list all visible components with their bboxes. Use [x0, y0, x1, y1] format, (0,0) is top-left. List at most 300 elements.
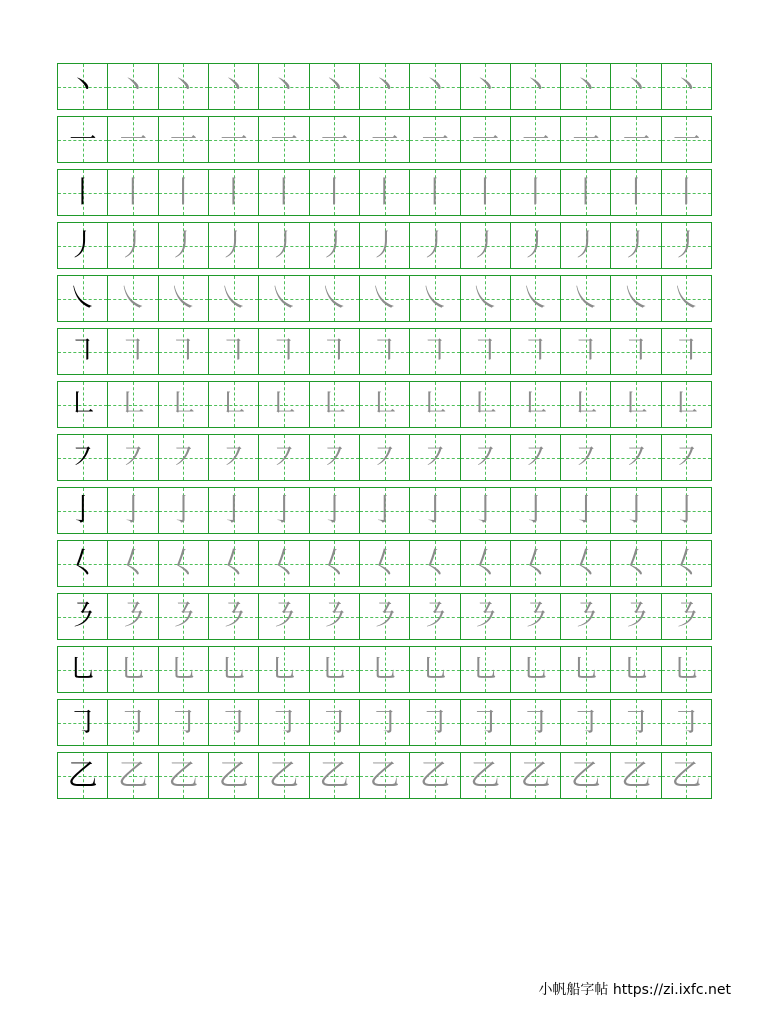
trace-cell	[108, 488, 158, 533]
practice-row	[57, 487, 712, 534]
trace-cell	[611, 64, 661, 109]
trace-stroke: ㇆	[268, 704, 299, 740]
trace-stroke: ㇏	[117, 280, 148, 316]
trace-cell	[410, 170, 460, 215]
trace-stroke: 丨	[671, 174, 702, 210]
trace-stroke: 乙	[218, 757, 249, 793]
trace-cell	[159, 753, 209, 798]
trace-stroke: ㇗	[470, 386, 501, 422]
trace-cell	[360, 117, 410, 162]
trace-cell	[360, 541, 410, 586]
model-cell	[58, 435, 108, 480]
trace-cell	[461, 647, 511, 692]
trace-stroke: ㇇	[369, 439, 400, 475]
trace-cell	[209, 541, 259, 586]
trace-cell	[360, 329, 410, 374]
trace-cell	[561, 647, 611, 692]
trace-cell	[259, 594, 309, 639]
trace-stroke: ㇆	[168, 704, 199, 740]
trace-cell	[259, 753, 309, 798]
trace-cell	[209, 594, 259, 639]
trace-stroke: ㇆	[319, 704, 350, 740]
model-stroke: 乙	[67, 757, 98, 793]
trace-cell	[511, 223, 561, 268]
trace-stroke: ㇆	[520, 704, 551, 740]
practice-row	[57, 381, 712, 428]
trace-cell	[209, 382, 259, 427]
trace-stroke: 乙	[570, 757, 601, 793]
trace-stroke: 乙	[117, 757, 148, 793]
trace-cell	[159, 647, 209, 692]
trace-cell	[410, 276, 460, 321]
trace-cell	[662, 223, 711, 268]
trace-stroke: ㇗	[520, 386, 551, 422]
trace-cell	[511, 647, 561, 692]
trace-cell	[360, 382, 410, 427]
practice-row	[57, 593, 712, 640]
trace-stroke: 乙	[520, 757, 551, 793]
trace-stroke: 乙	[671, 757, 702, 793]
trace-cell	[662, 541, 711, 586]
trace-cell	[159, 382, 209, 427]
trace-stroke: 丶	[470, 68, 501, 104]
trace-stroke: ㇆	[369, 704, 400, 740]
trace-cell	[461, 117, 511, 162]
trace-stroke: ㇋	[520, 598, 551, 634]
trace-stroke: ㇗	[369, 386, 400, 422]
trace-cell	[259, 488, 309, 533]
trace-cell	[461, 223, 511, 268]
trace-cell	[360, 753, 410, 798]
trace-cell	[511, 541, 561, 586]
model-stroke: 亅	[67, 492, 98, 528]
trace-cell	[159, 594, 209, 639]
model-stroke: ㇗	[67, 386, 98, 422]
trace-cell	[108, 223, 158, 268]
trace-stroke: ㇗	[319, 386, 350, 422]
model-cell	[58, 488, 108, 533]
trace-cell	[461, 541, 511, 586]
trace-cell	[310, 594, 360, 639]
trace-stroke: 亅	[168, 492, 199, 528]
trace-stroke: ㇐	[117, 121, 148, 157]
trace-stroke: 丶	[671, 68, 702, 104]
trace-stroke: ㇟	[570, 651, 601, 687]
trace-cell	[108, 64, 158, 109]
trace-stroke: 丨	[218, 174, 249, 210]
trace-stroke: ㇋	[671, 598, 702, 634]
trace-cell	[259, 276, 309, 321]
model-cell	[58, 276, 108, 321]
trace-cell	[410, 488, 460, 533]
trace-stroke: ㇇	[168, 439, 199, 475]
trace-stroke: ㇐	[570, 121, 601, 157]
trace-stroke: ㇟	[419, 651, 450, 687]
trace-cell	[159, 276, 209, 321]
trace-stroke: 丶	[621, 68, 652, 104]
trace-stroke: 亅	[268, 492, 299, 528]
model-cell	[58, 170, 108, 215]
trace-cell	[108, 594, 158, 639]
trace-stroke: ㇋	[218, 598, 249, 634]
trace-cell	[461, 594, 511, 639]
trace-stroke: ㇇	[520, 439, 551, 475]
trace-cell	[662, 435, 711, 480]
trace-cell	[511, 276, 561, 321]
trace-cell	[259, 223, 309, 268]
trace-cell	[209, 700, 259, 745]
trace-stroke: ㇕	[168, 333, 199, 369]
trace-stroke: ㇋	[369, 598, 400, 634]
trace-stroke: 𡿨	[621, 545, 652, 581]
trace-stroke: ㇆	[419, 704, 450, 740]
trace-cell	[108, 117, 158, 162]
trace-cell	[662, 382, 711, 427]
model-cell	[58, 594, 108, 639]
trace-cell	[561, 170, 611, 215]
trace-stroke: ㇟	[520, 651, 551, 687]
model-stroke: ㇐	[67, 121, 98, 157]
trace-stroke: ㇕	[520, 333, 551, 369]
trace-cell	[611, 223, 661, 268]
trace-stroke: 丨	[319, 174, 350, 210]
trace-cell	[159, 435, 209, 480]
trace-cell	[561, 541, 611, 586]
trace-stroke: ㇇	[671, 439, 702, 475]
trace-stroke: ㇗	[268, 386, 299, 422]
trace-stroke: 亅	[319, 492, 350, 528]
trace-cell	[461, 329, 511, 374]
trace-stroke: 丶	[268, 68, 299, 104]
trace-stroke: ㇋	[117, 598, 148, 634]
trace-stroke: ㇐	[268, 121, 299, 157]
trace-stroke: ㇆	[671, 704, 702, 740]
trace-stroke: 丶	[520, 68, 551, 104]
trace-cell	[310, 435, 360, 480]
trace-cell	[662, 276, 711, 321]
trace-stroke: ㇕	[470, 333, 501, 369]
trace-stroke: 𡿨	[117, 545, 148, 581]
trace-stroke: 𡿨	[168, 545, 199, 581]
trace-stroke: 丨	[419, 174, 450, 210]
trace-cell	[410, 382, 460, 427]
trace-stroke: 丿	[419, 227, 450, 263]
trace-stroke: 丨	[268, 174, 299, 210]
practice-row	[57, 222, 712, 269]
trace-stroke: 丶	[570, 68, 601, 104]
model-cell	[58, 64, 108, 109]
trace-cell	[511, 435, 561, 480]
trace-stroke: 𡿨	[570, 545, 601, 581]
trace-cell	[410, 541, 460, 586]
trace-stroke: 亅	[419, 492, 450, 528]
trace-cell	[310, 541, 360, 586]
trace-stroke: 亅	[671, 492, 702, 528]
trace-stroke: ㇗	[671, 386, 702, 422]
trace-stroke: ㇇	[268, 439, 299, 475]
trace-cell	[159, 223, 209, 268]
trace-cell	[410, 594, 460, 639]
trace-cell	[209, 117, 259, 162]
trace-stroke: ㇇	[621, 439, 652, 475]
practice-row	[57, 63, 712, 110]
trace-cell	[611, 541, 661, 586]
trace-stroke: 丿	[470, 227, 501, 263]
trace-cell	[611, 647, 661, 692]
trace-cell	[310, 170, 360, 215]
trace-stroke: 丨	[621, 174, 652, 210]
model-stroke: ㇟	[67, 651, 98, 687]
model-cell	[58, 647, 108, 692]
trace-cell	[511, 64, 561, 109]
trace-stroke: ㇐	[621, 121, 652, 157]
trace-cell	[209, 64, 259, 109]
trace-stroke: 𡿨	[520, 545, 551, 581]
trace-stroke: ㇋	[319, 598, 350, 634]
trace-cell	[511, 753, 561, 798]
trace-cell	[410, 223, 460, 268]
trace-stroke: ㇐	[671, 121, 702, 157]
trace-stroke: 丶	[369, 68, 400, 104]
trace-stroke: ㇟	[671, 651, 702, 687]
trace-stroke: ㇐	[520, 121, 551, 157]
trace-stroke: ㇇	[319, 439, 350, 475]
trace-cell	[511, 700, 561, 745]
trace-cell	[662, 64, 711, 109]
trace-cell	[360, 647, 410, 692]
trace-cell	[561, 64, 611, 109]
trace-cell	[410, 329, 460, 374]
trace-cell	[561, 435, 611, 480]
trace-cell	[259, 117, 309, 162]
trace-stroke: 乙	[369, 757, 400, 793]
trace-stroke: 亅	[570, 492, 601, 528]
trace-stroke: 乙	[621, 757, 652, 793]
practice-row	[57, 116, 712, 163]
trace-cell	[410, 753, 460, 798]
practice-row	[57, 699, 712, 746]
trace-stroke: ㇆	[470, 704, 501, 740]
trace-stroke: 丿	[671, 227, 702, 263]
trace-cell	[511, 594, 561, 639]
trace-cell	[511, 382, 561, 427]
trace-stroke: ㇇	[117, 439, 148, 475]
trace-cell	[561, 276, 611, 321]
trace-cell	[662, 700, 711, 745]
practice-row	[57, 434, 712, 481]
trace-stroke: 丿	[117, 227, 148, 263]
trace-cell	[461, 700, 511, 745]
trace-stroke: ㇋	[168, 598, 199, 634]
trace-stroke: ㇕	[621, 333, 652, 369]
trace-stroke: ㇕	[268, 333, 299, 369]
trace-stroke: ㇕	[671, 333, 702, 369]
trace-cell	[511, 329, 561, 374]
trace-stroke: ㇇	[570, 439, 601, 475]
trace-cell	[461, 435, 511, 480]
trace-stroke: 丿	[218, 227, 249, 263]
trace-cell	[662, 488, 711, 533]
practice-row	[57, 169, 712, 216]
model-stroke: ㇏	[67, 280, 98, 316]
trace-stroke: 亅	[369, 492, 400, 528]
trace-cell	[410, 64, 460, 109]
trace-stroke: ㇟	[470, 651, 501, 687]
trace-stroke: ㇐	[419, 121, 450, 157]
trace-stroke: 𡿨	[218, 545, 249, 581]
trace-stroke: 丨	[570, 174, 601, 210]
trace-stroke: 丨	[168, 174, 199, 210]
trace-stroke: 亅	[470, 492, 501, 528]
trace-stroke: 𡿨	[369, 545, 400, 581]
practice-row	[57, 328, 712, 375]
trace-cell	[511, 117, 561, 162]
trace-cell	[159, 170, 209, 215]
model-stroke: ㇋	[67, 598, 98, 634]
trace-cell	[662, 117, 711, 162]
trace-cell	[360, 435, 410, 480]
trace-cell	[611, 170, 661, 215]
trace-stroke: 丨	[369, 174, 400, 210]
trace-cell	[511, 170, 561, 215]
trace-cell	[108, 753, 158, 798]
trace-stroke: 丿	[621, 227, 652, 263]
trace-cell	[662, 594, 711, 639]
trace-stroke: ㇟	[369, 651, 400, 687]
trace-cell	[561, 329, 611, 374]
trace-cell	[360, 594, 410, 639]
trace-cell	[360, 488, 410, 533]
trace-cell	[561, 382, 611, 427]
trace-stroke: ㇇	[218, 439, 249, 475]
trace-stroke: 𡿨	[470, 545, 501, 581]
trace-cell	[259, 64, 309, 109]
trace-cell	[561, 117, 611, 162]
trace-cell	[159, 541, 209, 586]
practice-row	[57, 752, 712, 799]
trace-cell	[360, 64, 410, 109]
model-cell	[58, 753, 108, 798]
trace-stroke: 丶	[117, 68, 148, 104]
trace-cell	[259, 382, 309, 427]
trace-cell	[310, 488, 360, 533]
trace-stroke: ㇟	[621, 651, 652, 687]
trace-stroke: ㇕	[570, 333, 601, 369]
model-stroke: ㇕	[67, 333, 98, 369]
trace-cell	[310, 647, 360, 692]
trace-cell	[360, 170, 410, 215]
trace-cell	[310, 382, 360, 427]
trace-stroke: ㇕	[218, 333, 249, 369]
trace-stroke: ㇟	[117, 651, 148, 687]
trace-stroke: ㇐	[218, 121, 249, 157]
practice-sheet	[57, 63, 712, 805]
trace-cell	[461, 753, 511, 798]
trace-stroke: ㇗	[168, 386, 199, 422]
model-cell	[58, 223, 108, 268]
trace-cell	[108, 329, 158, 374]
practice-row	[57, 275, 712, 322]
trace-stroke: ㇆	[570, 704, 601, 740]
trace-stroke: ㇟	[218, 651, 249, 687]
trace-stroke: ㇏	[671, 280, 702, 316]
trace-stroke: ㇏	[419, 280, 450, 316]
trace-stroke: 亅	[621, 492, 652, 528]
trace-stroke: 丨	[520, 174, 551, 210]
trace-cell	[561, 700, 611, 745]
trace-cell	[108, 382, 158, 427]
trace-stroke: 丿	[319, 227, 350, 263]
trace-stroke: 亅	[218, 492, 249, 528]
trace-stroke: ㇕	[419, 333, 450, 369]
trace-stroke: 丿	[369, 227, 400, 263]
trace-cell	[259, 435, 309, 480]
trace-stroke: ㇟	[268, 651, 299, 687]
trace-cell	[360, 276, 410, 321]
trace-cell	[108, 541, 158, 586]
trace-stroke: 乙	[168, 757, 199, 793]
trace-cell	[662, 170, 711, 215]
trace-cell	[561, 594, 611, 639]
trace-cell	[209, 647, 259, 692]
trace-stroke: 丨	[470, 174, 501, 210]
model-stroke: ㇆	[67, 704, 98, 740]
trace-cell	[410, 700, 460, 745]
trace-cell	[611, 753, 661, 798]
trace-stroke: ㇋	[570, 598, 601, 634]
trace-cell	[159, 64, 209, 109]
model-cell	[58, 329, 108, 374]
trace-cell	[611, 329, 661, 374]
trace-stroke: 丿	[520, 227, 551, 263]
trace-cell	[159, 117, 209, 162]
trace-cell	[360, 700, 410, 745]
trace-stroke: ㇗	[570, 386, 601, 422]
trace-cell	[461, 64, 511, 109]
trace-stroke: 丶	[168, 68, 199, 104]
trace-stroke: ㇏	[218, 280, 249, 316]
practice-row	[57, 646, 712, 693]
trace-stroke: 丿	[168, 227, 199, 263]
trace-stroke: ㇏	[470, 280, 501, 316]
trace-cell	[108, 435, 158, 480]
model-cell	[58, 541, 108, 586]
trace-cell	[611, 700, 661, 745]
trace-cell	[209, 435, 259, 480]
trace-cell	[410, 117, 460, 162]
trace-cell	[159, 488, 209, 533]
trace-cell	[561, 753, 611, 798]
trace-stroke: 𡿨	[419, 545, 450, 581]
trace-stroke: 丨	[117, 174, 148, 210]
trace-stroke: ㇆	[218, 704, 249, 740]
trace-cell	[611, 276, 661, 321]
trace-stroke: 丶	[419, 68, 450, 104]
trace-cell	[662, 647, 711, 692]
trace-stroke: ㇋	[470, 598, 501, 634]
trace-stroke: ㇕	[117, 333, 148, 369]
trace-stroke: ㇗	[218, 386, 249, 422]
trace-stroke: ㇏	[319, 280, 350, 316]
trace-stroke: ㇟	[168, 651, 199, 687]
trace-cell	[310, 64, 360, 109]
trace-stroke: ㇆	[117, 704, 148, 740]
trace-stroke: 𡿨	[319, 545, 350, 581]
trace-cell	[561, 223, 611, 268]
trace-stroke: ㇏	[168, 280, 199, 316]
trace-stroke: ㇏	[520, 280, 551, 316]
trace-stroke: ㇋	[419, 598, 450, 634]
